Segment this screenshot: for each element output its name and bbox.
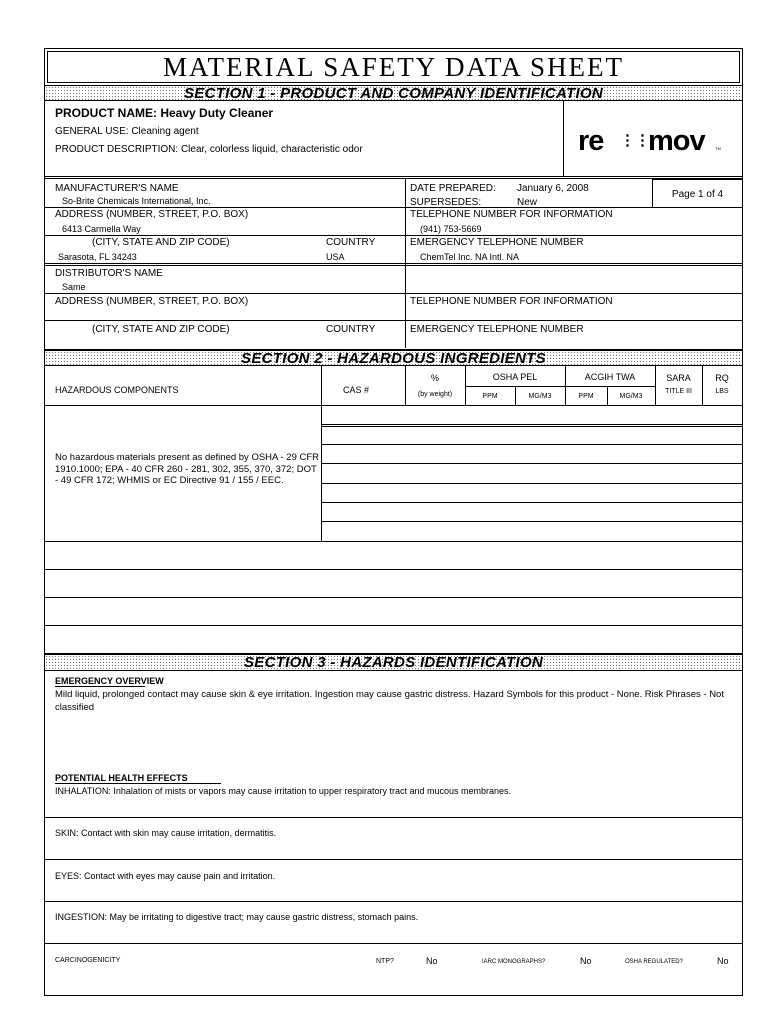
emergency-tel-label: EMERGENCY TELEPHONE NUMBER (410, 237, 584, 248)
rule (405, 235, 742, 236)
ntp-value: No (426, 956, 438, 966)
osha-regulated-value: No (717, 956, 729, 966)
iarc-value: No (580, 956, 592, 966)
grid-line (321, 424, 742, 425)
grid-line (45, 901, 742, 902)
col-cas: CAS # (343, 385, 370, 395)
col-hazardous-components: HAZARDOUS COMPONENTS (55, 385, 179, 395)
logo-dots-icon: ⋮⋮ (620, 132, 650, 149)
dist-tel-info-label: TELEPHONE NUMBER FOR INFORMATION (410, 296, 613, 307)
rule (45, 320, 742, 321)
potential-health-label: POTENTIAL HEALTH EFFECTS (55, 773, 188, 783)
page-number: Page 1 of 4 (671, 189, 724, 200)
col-rq: RQ (715, 373, 729, 383)
grid-line (45, 405, 742, 406)
grid-line (321, 463, 742, 464)
emergency-tel-value: ChemTel Inc. NA Intl. NA (420, 252, 520, 262)
emergency-overview-text: Mild liquid, prolonged contact may cause skin & eye irritation. Ingestion may cause gastric distress. Hazard Symbols for this product - None. Risk Phrases - Not classified (55, 689, 724, 713)
carcinogenicity-label: CARCINOGENICITY (55, 957, 121, 964)
product-name: PRODUCT NAME: Heavy Duty Cleaner (55, 106, 274, 120)
dist-emergency-label: EMERGENCY TELEPHONE NUMBER (410, 324, 584, 335)
logo-text-mov: mov (648, 125, 705, 157)
emergency-overview-label: EMERGENCY OVERVIEW (55, 676, 164, 686)
skin-text: SKIN: Contact with skin may cause irritation, dermatitis. (55, 828, 277, 838)
address-label: ADDRESS (NUMBER, STREET, P.O. BOX) (55, 209, 249, 220)
product-description: PRODUCT DESCRIPTION: Clear, colorless liquid, characteristic odor (55, 144, 363, 155)
osha-regulated-label: OSHA REGULATED? (625, 959, 683, 965)
grid-line (321, 521, 742, 522)
section-3-heading: SECTION 3 - HAZARDS IDENTIFICATION (45, 653, 742, 671)
date-prepared-value: January 6, 2008 (517, 183, 589, 194)
rule (45, 178, 742, 179)
col-rq-sub: LBS (715, 388, 729, 395)
col-pct-sub: (by weight) (417, 391, 453, 398)
dist-country-label: COUNTRY (326, 324, 376, 335)
grid-line (45, 625, 742, 626)
rule (45, 293, 742, 294)
iarc-label: IARC MONOGRAPHS? (482, 959, 546, 965)
grid-line (321, 502, 742, 503)
dist-city-label: (CITY, STATE AND ZIP CODE) (92, 324, 230, 335)
remov-logo (578, 126, 738, 158)
col-pct: % (430, 373, 439, 383)
grid-line (655, 366, 656, 406)
col-osha-ppm: PPM (482, 393, 498, 400)
manufacturer-value: So-Brite Chemicals International, Inc. (62, 196, 211, 206)
ingestion-text: INGESTION: May be irritating to digestive tract; may cause gastric distress, stomach pains. (55, 912, 419, 922)
rule (45, 235, 405, 236)
grid-line (45, 569, 742, 570)
logo-divider (563, 101, 564, 176)
section-2-heading: SECTION 2 - HAZARDOUS INGREDIENTS (45, 349, 742, 366)
supersedes-label: SUPERSEDES: (410, 197, 482, 208)
col-acgih-mgm3: MG/M3 (619, 393, 643, 400)
city-label: (CITY, STATE AND ZIP CODE) (92, 237, 230, 248)
grid-line (45, 943, 742, 944)
underline (55, 783, 221, 784)
tel-info-value: (941) 753-5669 (420, 224, 482, 234)
general-use: GENERAL USE: Cleaning agent (55, 126, 199, 137)
grid-line (321, 444, 742, 445)
rule (45, 207, 405, 208)
address-value: 6413 Carmella Way (62, 224, 141, 234)
rule (45, 263, 742, 264)
grid-line (321, 483, 742, 484)
grid-line (45, 859, 742, 860)
rule (45, 176, 742, 177)
hazardous-note: No hazardous materials present as defined by OSHA - 29 CFR 1910.1000; EPA - 40 CFR 260 - 281, 302, 355, 370, 372; DOT - 49 CFR 172; WHMIS or EC Directive 91 / 155 / EEC. (55, 452, 320, 486)
dist-address-label: ADDRESS (NUMBER, STREET, P.O. BOX) (55, 296, 249, 307)
date-prepared-label: DATE PREPARED: (410, 183, 496, 194)
col-osha-pel: OSHA PEL (492, 372, 538, 382)
grid-line (405, 366, 406, 406)
grid-line (321, 426, 742, 427)
page-title: MATERIAL SAFETY DATA SHEET (162, 52, 625, 82)
tel-info-label: TELEPHONE NUMBER FOR INFORMATION (410, 209, 613, 220)
country-label: COUNTRY (326, 237, 376, 248)
eyes-text: EYES: Contact with eyes may cause pain and irritation. (55, 871, 276, 881)
logo-tm: TM (715, 146, 721, 151)
underline (55, 686, 145, 687)
section-1-heading: SECTION 1 - PRODUCT AND COMPANY IDENTIFICATION (45, 85, 742, 101)
grid-line (465, 386, 655, 387)
col-sara: SARA (666, 373, 691, 383)
logo-text-re: re (578, 125, 604, 157)
grid-line (45, 541, 742, 542)
col-acgih-twa: ACGIH TWA (584, 372, 636, 382)
grid-line (515, 386, 516, 406)
col-osha-mgm3: MG/M3 (528, 393, 552, 400)
rule (45, 265, 742, 266)
supersedes-value: New (517, 197, 538, 208)
grid-line (45, 817, 742, 818)
distributor-value: Same (62, 282, 86, 292)
distributor-label: DISTRIBUTOR'S NAME (55, 268, 163, 279)
col-acgih-ppm: PPM (578, 393, 594, 400)
manufacturer-label: MANUFACTURER'S NAME (55, 183, 179, 194)
rule (405, 207, 742, 208)
grid-line (321, 366, 322, 542)
country-value: USA (326, 252, 345, 262)
col-sara-sub: TITLE III (665, 388, 692, 395)
grid-line (607, 386, 608, 406)
grid-line (702, 366, 703, 406)
ntp-label: NTP? (376, 958, 394, 965)
grid-line (45, 597, 742, 598)
inhalation-text: INHALATION: Inhalation of mists or vapors may cause irritation to upper respiratory tract and mucous membranes. (55, 786, 512, 796)
city-value: Sarasota, FL 34243 (58, 252, 137, 262)
